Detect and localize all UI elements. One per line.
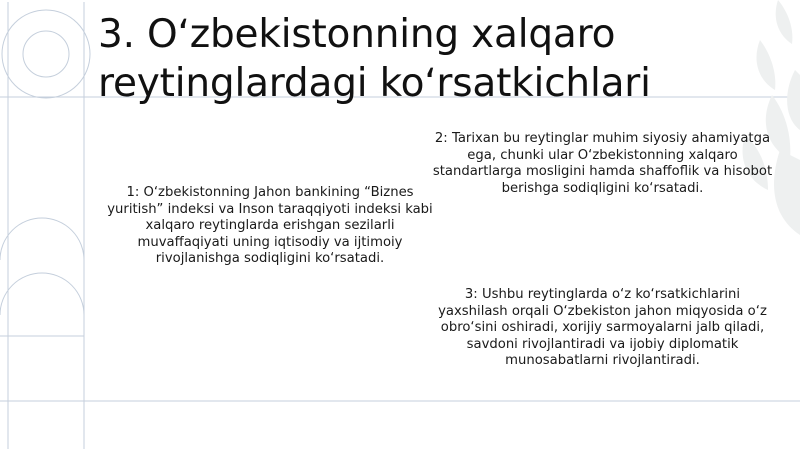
inner-circle-shape	[23, 31, 69, 77]
point-1-text: 1: O‘zbekistonning Jahon bankining “Biznes yuritish” indeksi va Inson taraqqiyoti indeksi kabi xalqaro reytinglarda erishgan sezilarli muvaffaqiyati uning iqtisodiy va ijtimoiy rivojlanishga sodiqligini ko‘rsatadi.	[107, 185, 433, 266]
point-3-text: 3: Ushbu reytinglarda o‘z ko‘rsatkichlarini yaxshilash orqali O‘zbekiston jahon miqyosida o‘z obro‘sini oshiradi, xorijiy sarmoyalarni jalb qiladi, savdoni rivojlantiradi va ijobiy diplomatik munosabatlarni rivojlantiradi.	[438, 287, 767, 368]
outer-circle-shape	[2, 10, 90, 98]
arch-upper-shape	[0, 218, 84, 260]
point-2-text: 2: Tarixan bu reytinglar muhim siyosiy ahamiyatga ega, chunki ular O‘zbekistonning xalqaro standartlarga mosligini hamda shaffoflik va hisobot berishga sodiqligini ko‘rsatadi.	[432, 131, 773, 196]
arch-lower-shape	[0, 273, 84, 315]
slide-title: 3. O‘zbekistonning xalqaro reytinglardagi ko‘rsatkichlari	[98, 12, 651, 106]
